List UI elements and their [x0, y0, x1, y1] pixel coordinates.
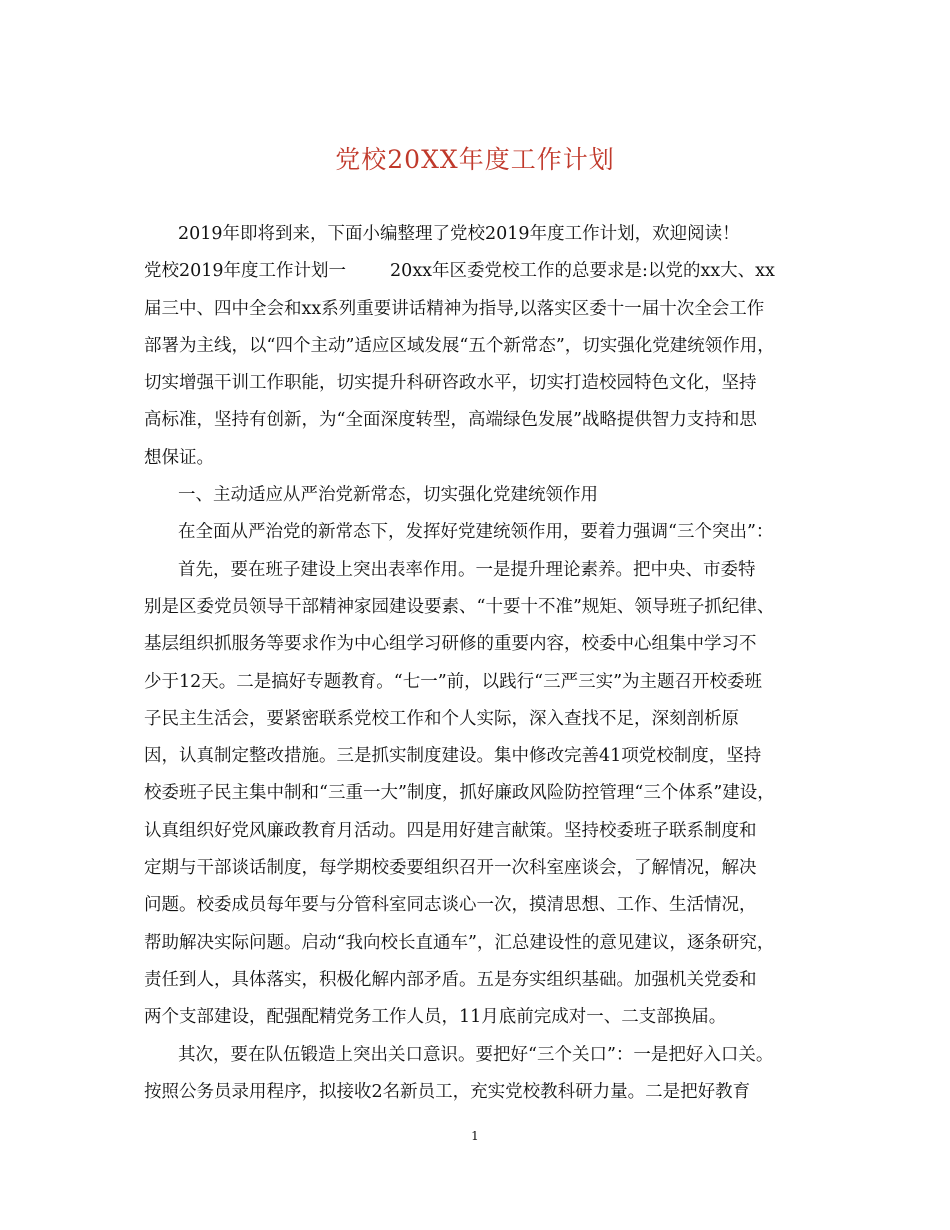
paragraph-line: 按照公务员录用程序，拟接收2名新员工，充实党校教科研力量。二是把好教育: [144, 1081, 751, 1102]
paragraph-line: 高标准，坚持有创新，为“全面深度转型，高端绿色发展”战略提供智力支持和思: [144, 410, 757, 431]
paragraph-line: 校委班子民主集中制和“三重一大”制度，抓好廉政风险防控管理“三个体系”建设，: [144, 783, 775, 804]
paragraph-line: 部署为主线，以“四个主动”适应区域发展“五个新常态”，切实强化党建统领作用，: [144, 335, 775, 356]
paragraph-line: 其次，要在队伍锻造上突出关口意识。要把好“三个关口”：一是把好入口关。: [178, 1044, 774, 1065]
section-heading: 一、主动适应从严治党新常态，切实强化党建统领作用: [178, 485, 598, 506]
paragraph-line: 责任到人，具体落实，积极化解内部矛盾。五是夯实组织基础。加强机关党委和: [144, 969, 757, 990]
page-number: 1: [471, 1129, 479, 1143]
paragraph-line: 届三中、四中全会和xx系列重要讲话精神为指导,以落实区委十一届十次全会工作: [144, 298, 765, 319]
paragraph-line: 认真组织好党风廉政教育月活动。四是用好建言献策。坚持校委班子联系制度和: [144, 820, 757, 841]
paragraph-line: 基层组织抓服务等要求作为中心组学习研修的重要内容，校委中心组集中学习不: [144, 634, 757, 655]
paragraph-line: 2019年即将到来，下面小编整理了党校2019年度工作计划，欢迎阅读！: [178, 224, 740, 244]
paragraph-line: [144, 253, 812, 290]
paragraph-line: 帮助解决实际问题。启动“我向校长直通车”，汇总建设性的意见建议，逐条研究，: [144, 932, 775, 953]
paragraph-line: 问题。校委成员每年要与分管科室同志谈心一次，摸清思想、工作、生活情况，: [144, 895, 757, 916]
document-body: [144, 216, 812, 1111]
paragraph-text: 20xx年区委党校工作的总要求是:以党的xx大、xx: [390, 261, 775, 282]
paragraph-line: 在全面从严治党的新常态下，发挥好党建统领作用，要着力强调“三个突出”：: [178, 522, 774, 543]
paragraph-line: 两个支部建设，配强配精党务工作人员，11月底前完成对一、二支部换届。: [144, 1007, 727, 1028]
section-heading-inline: 党校2019年度工作计划一: [144, 261, 347, 282]
paragraph-line: 切实增强干训工作职能，切实提升科研咨政水平，切实打造校园特色文化，坚持: [144, 373, 757, 394]
paragraph-line: 定期与干部谈话制度，每学期校委要组织召开一次科室座谈会，了解情况，解决: [144, 858, 757, 879]
paragraph-line: 首先，要在班子建设上突出表率作用。一是提升理论素养。把中央、市委特: [178, 559, 756, 580]
paragraph-line: 因，认真制定整改措施。三是抓实制度建设。集中修改完善41项党校制度，坚持: [144, 746, 762, 767]
paragraph-line: 想保证。: [144, 447, 214, 468]
paragraph-line: 少于12天。二是搞好专题教育。“七一”前，以践行“三严三实”为主题召开校委班: [144, 671, 763, 692]
paragraph-line: 子民主生活会，要紧密联系党校工作和个人实际，深入查找不足，深刻剖析原: [144, 708, 739, 729]
document-title: 党校20XX年度工作计划: [335, 145, 615, 174]
paragraph-line: 别是区委党员领导干部精神家园建设要素、“十要十不准”规矩、领导班子抓纪律、: [144, 596, 775, 617]
